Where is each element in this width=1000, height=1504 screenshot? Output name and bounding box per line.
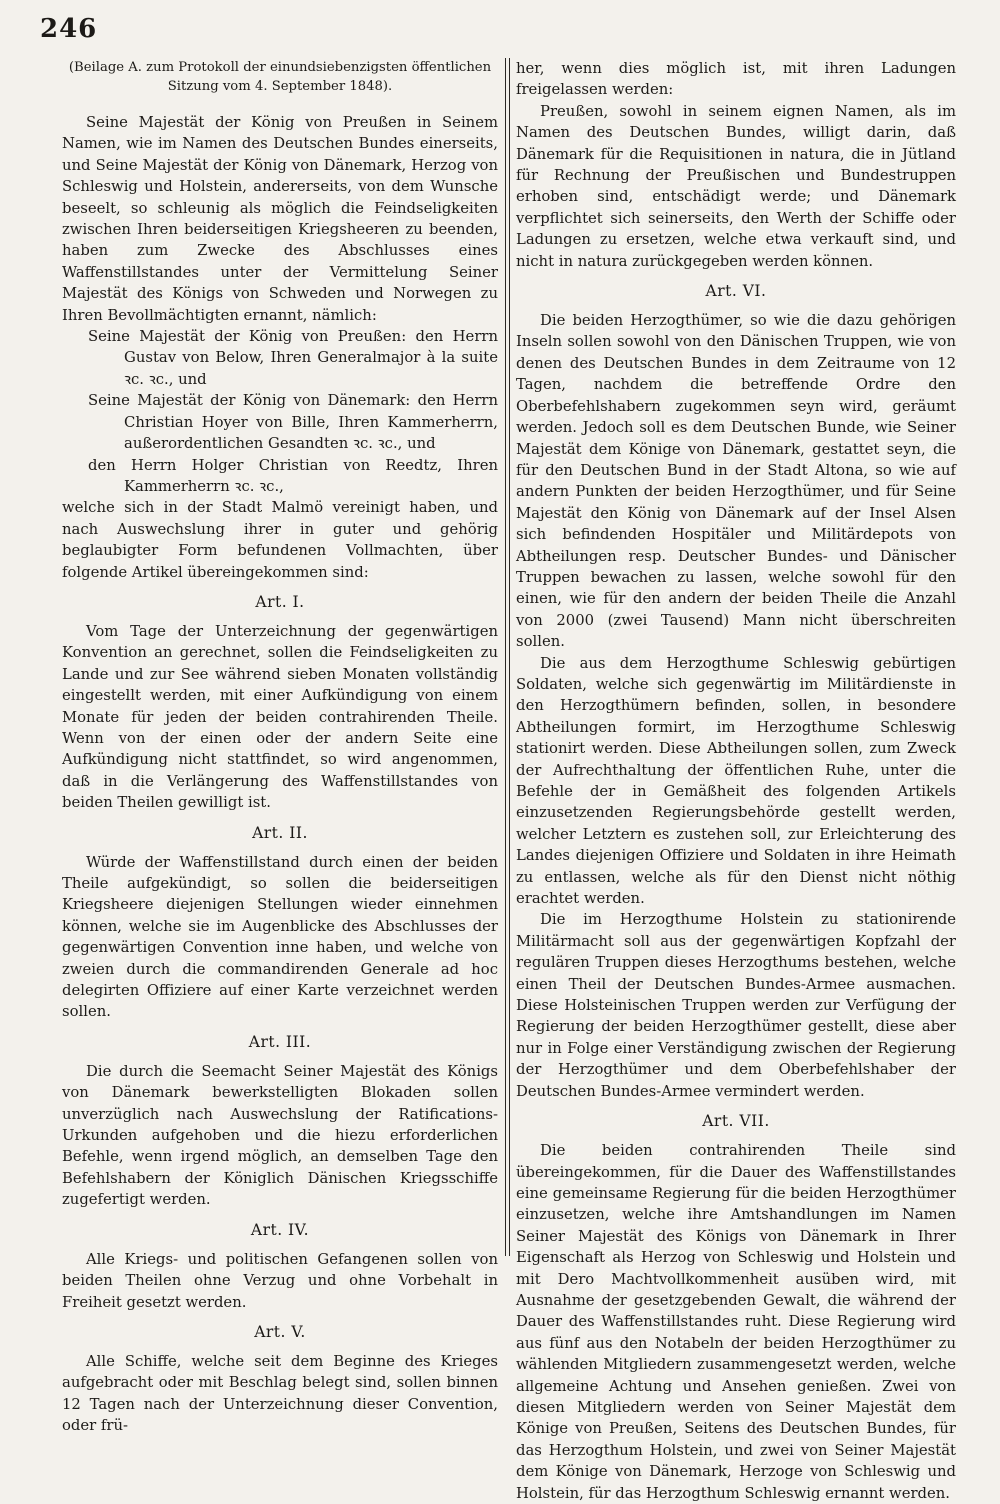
article-7-text: Die beiden contrahirenden Theile sind übereingekommen, für die Dauer des Waffenstillstandes eine gemeinsame Regierung für die beiden Herzogthümer einzusetzen, welche ihre Amtshandlungen im Namen Seiner Majestät des Königs von Dänemark in Ihrer Eigenschaft als Herzog von Schleswig und Holstein und mit Dero Machtvollkommenheit ausüben wird, mit Ausnahme der gesetzgebenden Gewalt, die während der Dauer des Waffenstillstandes ruht. Diese Regierung wird aus fünf aus den Notabeln der beiden Herzogthümer zu wählenden Mitgliedern zusammengesetzt werden, welche allgemeine Achtung und Ansehen genießen. Zwei von diesen Mitgliedern werden von Seiner Majestät dem Könige von Preußen, Seitens des Deutschen Bundes, für das Herzogthum Holstein, und zwei von Seiner Majestät dem Könige von Dänemark, Herzoge von Schleswig und Holstein, für das Herzogthum Schleswig ernannt werden. (516, 1142, 956, 1502)
article-2-heading: Art. II. (252, 823, 308, 842)
protocol-note: (Beilage A. zum Protokoll der einundsiebenzigsten öffentlichen Sitzung vom 4. September 1848). (68, 60, 492, 94)
article-5-text-2: Preußen, sowohl in seinem eignen Namen, als im Namen des Deutschen Bundes, willigt darin, daß Dänemark für die Requisitionen in natura, die in Jütland für Rechnung der Preußischen und Bundestruppen erhoben sind, entschädigt werde; und Dänemark verpflichtet sich seinerseits, den Werth der Schiffe oder Ladungen zu ersetzen, welche etwa verkauft sind, und nicht in natura zurückgegeben werden können. (516, 102, 956, 270)
right-column (516, 58, 956, 1504)
plenipotentiary-prussia: Seine Majestät der König von Preußen: den Herrn Gustav von Below, Ihren Generalmajor à la suite ꝛc. ꝛc., und (88, 328, 498, 388)
article-1-heading: Art. I. (255, 592, 305, 611)
preamble-conclusion: welche sich in der Stadt Malmö vereinigt haben, und nach Auswechslung ihrer in guter und gehörig beglaubigter Form befundenen Vollmachten, über folgende Artikel übereingekommen sind: (62, 499, 498, 581)
article-4-heading: Art. IV. (250, 1220, 310, 1239)
article-3-heading: Art. III. (248, 1032, 312, 1051)
article-1-text: Vom Tage der Unterzeichnung der gegenwärtigen Konvention an gerechnet, sollen die Feindseligkeiten zu Lande und zur See während sieben Monaten vollständig eingestellt werden, mit einer Aufkündigung von einem Monate für jeden der beiden contrahirenden Theile. Wenn von der einen oder der andern Seite eine Aufkündigung nicht stattfindet, so wird angenommen, daß in die Verlängerung des Waffenstillstandes von beiden Theilen gewilligt ist. (62, 622, 498, 812)
plenipotentiary-denmark-reedtz: den Herrn Holger Christian von Reedtz, Ihren Kammerherrn ꝛc. ꝛc., (88, 456, 498, 495)
article-6-text-3: Die im Herzogthume Holstein zu stationirende Militärmacht soll aus der gegenwärtigen Kopfzahl der regulären Truppen dieses Herzogthums bestehen, welche einen Theil der Deutschen Bundes-Armee ausmachen. Diese Holsteinischen Truppen werden zur Verfügung der Regierung der beiden Herzogthümer gestellt, diese aber nur in Folge einer Verständigung zwischen der Regierung der Herzogthümer und dem Oberbefehlshaber der Deutschen Bundes-Armee vermindert werden. (516, 911, 956, 1100)
column-divider (505, 58, 510, 1256)
left-column (62, 58, 498, 1437)
article-7-heading: Art. VII. (702, 1112, 770, 1131)
article-5-text: Alle Schiffe, welche seit dem Beginne des Krieges aufgebracht oder mit Beschlag belegt sind, sollen binnen 12 Tagen nach der Unterzeichnung dieser Convention, oder frü- (62, 1352, 498, 1435)
article-6-text-2: Die aus dem Herzogthume Schleswig gebürtigen Soldaten, welche sich gegenwärtig im Militärdienste in den Herzogthümern befinden, sollen, in besondere Abtheilungen formirt, im Herzogthume Schleswig stationirt werden. Diese Abtheilungen sollen, zum Zweck der Aufrechthaltung der öffentlichen Ruhe, unter die Befehle der in Gemäßheit des folgenden Artikels einzusetzenden Regierungsbehörde gestellt werden, welcher Letztern es zustehen soll, zur Erleichterung des Landes diejenigen Offiziere und Soldaten in ihre Heimath zu entlassen, welche als für den Dienst nicht nöthig erachtet werden. (516, 654, 956, 908)
page-number: 246 (40, 14, 98, 44)
preamble-paragraph: Seine Majestät der König von Preußen in Seinem Namen, wie im Namen des Deutschen Bundes einerseits, und Seine Majestät der König von Dänemark, Herzog von Schleswig und Holstein, andererseits, von dem Wunsche beseelt, so schleunig als möglich die Feindseligkeiten zwischen Ihren beiderseitigen Kriegsheeren zu beenden, haben zum Zwecke des Abschlusses eines Waffenstillstandes unter der Vermittelung Seiner Majestät des Königs von Schweden und Norwegen zu Ihren Bevollmächtigten ernannt, nämlich: (62, 114, 498, 324)
article-5-continuation: her, wenn dies möglich ist, mit ihren Ladungen freigelassen werden: (516, 60, 956, 99)
article-3-text: Die durch die Seemacht Seiner Majestät des Königs von Dänemark bewerkstelligten Blokaden sollen unverzüglich nach Auswechslung der Ratifications-Urkunden aufgehoben und die hiezu erforderlichen Befehle, wenn irgend möglich, an demselben Tage den Befehlshabern der Königlich Dänischen Kriegsschiffe zugefertigt werden. (62, 1062, 498, 1209)
article-6-text-1: Die beiden Herzogthümer, so wie die dazu gehörigen Inseln sollen sowohl von den Dänischen Truppen, wie von denen des Deutschen Bundes in dem Zeitraume von 12 Tagen, nachdem die betreffende Ordre den Oberbefehlshabern zugekommen seyn wird, geräumt werden. Jedoch soll es dem Deutschen Bunde, wie Seiner Majestät dem Könige von Dänemark, gestattet seyn, die für den Deutschen Bund in der Stadt Altona, so wie auf andern Punkten der beiden Herzogthümer, und für Seine Majestät den König von Dänemark auf der Insel Alsen sich befindenden Hospitäler und Militärdepots von Abtheilungen resp. Deutscher Bundes- und Dänischer Truppen bewachen zu lassen, welche sowohl für den einen, wie für den andern der beiden Theile die Anzahl von 2000 (zwei Tausend) Mann nicht überschreiten sollen. (516, 312, 956, 651)
article-2-text: Würde der Waffenstillstand durch einen der beiden Theile aufgekündigt, so sollen die beiderseitigen Kriegsheere diejenigen Stellungen wieder einnehmen können, welche sie im Augenblicke des Abschlusses der gegenwärtigen Convention inne haben, und welche von zweien durch die commandirenden Generale ad hoc delegirten Offiziere auf einer Karte verzeichnet werden sollen. (62, 853, 498, 1021)
article-4-text: Alle Kriegs- und politischen Gefangenen sollen von beiden Theilen ohne Verzug und ohne Vorbehalt in Freiheit gesetzt werden. (62, 1250, 498, 1311)
plenipotentiary-denmark-bille: Seine Majestät der König von Dänemark: den Herrn Christian Hoyer von Bille, Ihren Kammerherrn, außerordentlichen Gesandten ꝛc. ꝛc., und (88, 392, 498, 453)
article-5-heading: Art. V. (254, 1322, 306, 1341)
article-6-heading: Art. VI. (705, 282, 767, 301)
